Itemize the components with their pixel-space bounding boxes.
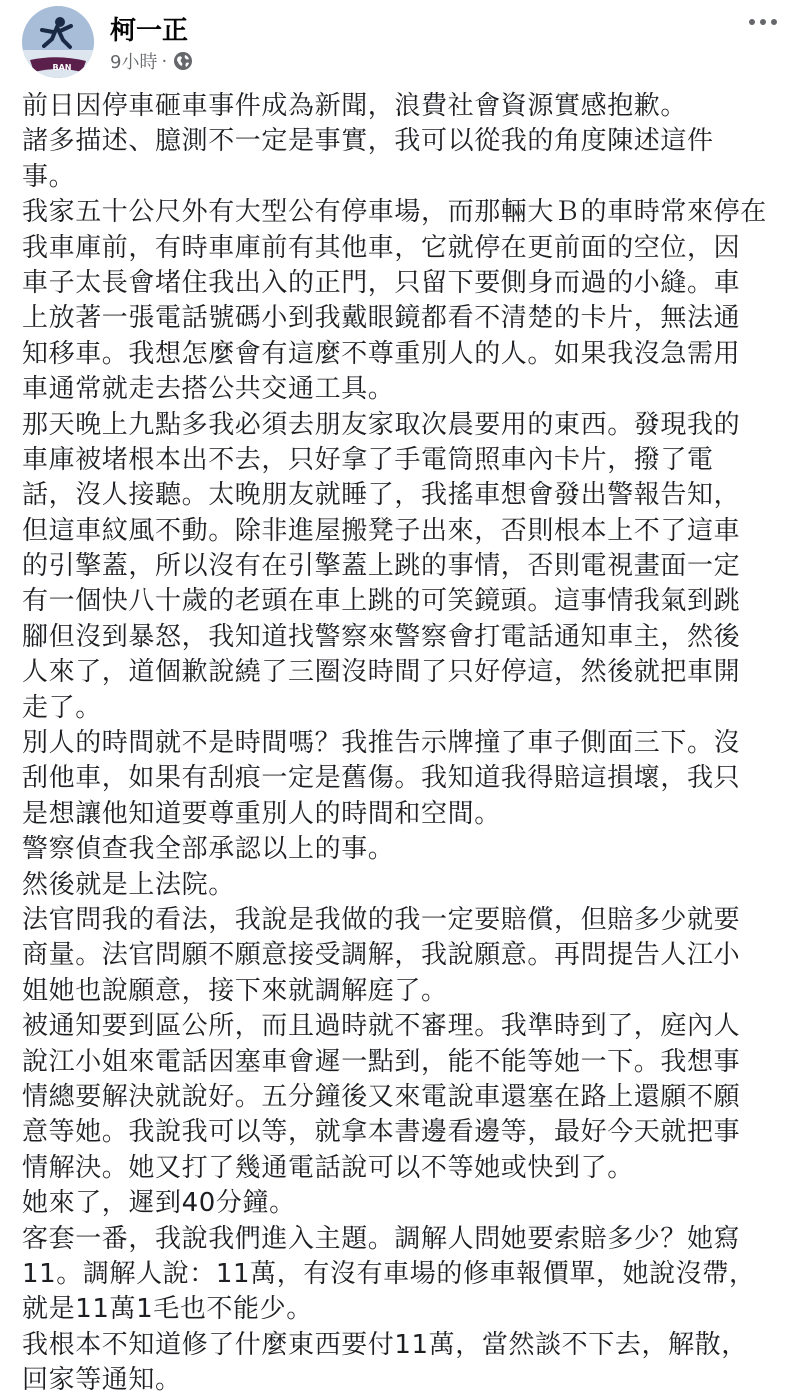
post-line: 刮他車，如果有刮痕一定是舊傷。我知道我得賠這損壞，我只	[22, 763, 741, 794]
avatar[interactable]	[22, 6, 94, 78]
post-line: 車庫被堵根本出不去，只好拿了手電筒照車內卡片，撥了電	[22, 444, 714, 475]
globe-icon[interactable]	[173, 51, 193, 71]
post-line: 腳但沒到暴怒，我知道找警察來警察會打電話通知車主，然後	[22, 621, 741, 652]
post-line: 的引擎蓋，所以沒有在引擎蓋上跳的事情，否則電視畫面一定	[22, 551, 741, 582]
post-line: 別人的時間就不是時間嗎？我推告示牌撞了車子側面三下。沒	[22, 728, 741, 759]
post-line: 車子太長會堵住我出入的正門，只留下要側身而過的小縫。車	[22, 267, 741, 298]
post-line: 人來了，道個歉說繞了三圈沒時間了只好停這，然後就把車開	[22, 657, 741, 688]
more-dot	[760, 19, 766, 25]
more-options-icon[interactable]	[746, 10, 780, 34]
post-line: 商量。法官問願不願意接受調解，我說願意。再問提告人江小	[22, 940, 741, 971]
post-line: 我根本不知道修了什麼東西要付11萬，當然談不下去，解散，	[22, 1329, 748, 1360]
post-line: 有一個快八十歲的老頭在車上跳的可笑鏡頭。這事情我氣到跳	[22, 586, 741, 617]
post-line: 情解決。她又打了幾通電話說可以不等她或快到了。	[22, 1152, 634, 1183]
post-line: 客套一番，我說我們進入主題。調解人問她要索賠多少？她寫	[22, 1223, 741, 1254]
more-dot	[771, 19, 777, 25]
post-line: 車通常就走去搭公共交通工具。	[22, 374, 395, 405]
post-meta	[110, 48, 193, 74]
post-header	[0, 0, 800, 84]
post-line: 說江小姐來電話因塞車會遲一點到，能不能等她一下。我想事	[22, 1046, 741, 1077]
post-timestamp[interactable]: 9小時	[110, 52, 158, 73]
post-line: 情總要解決就說好。五分鐘後又來電說車還塞在路上還願不願	[22, 1081, 741, 1112]
post-line: 諸多描述、臆測不一定是事實，我可以從我的角度陳述這件	[22, 126, 714, 157]
post-line: 法官問我的看法，我說是我做的我一定要賠償，但賠多少就要	[22, 904, 741, 935]
post-line: 意等她。我說我可以等，就拿本書邊看邊等，最好今天就把事	[22, 1117, 741, 1148]
more-dot	[749, 19, 755, 25]
post-line: 走了。	[22, 692, 102, 723]
post-line: 知移車。我想怎麼會有這麼不尊重別人的人。如果我沒急需用	[22, 338, 741, 369]
post-line: 警察偵查我全部承認以上的事。	[22, 834, 395, 865]
post-line: 上放著一張電話號碼小到我戴眼鏡都看不清楚的卡片，無法通	[22, 303, 741, 334]
post-line: 事。	[22, 161, 76, 192]
post-body	[22, 89, 782, 1398]
post-line: 但這車紋風不動。除非進屋搬凳子出來，否則根本上不了這車	[22, 515, 741, 546]
avatar-image	[22, 6, 94, 78]
post-line: 回家等通知。	[22, 1365, 182, 1396]
post-line: 是想讓他知道要尊重別人的時間和空間。	[22, 798, 501, 829]
post-line: 那天晚上九點多我必須去朋友家取次晨要用的東西。發現我的	[22, 409, 741, 440]
post-line: 她來了，遲到40分鐘。	[22, 1188, 296, 1219]
post-line: 就是11萬1毛也不能少。	[22, 1294, 313, 1325]
post-line: 姐她也說願意，接下來就調解庭了。	[22, 975, 448, 1006]
post-line: 我家五十公尺外有大型公有停車場，而那輛大Ｂ的車時常來停在	[22, 197, 767, 228]
post-line: 被通知要到區公所，而且過時就不審理。我準時到了，庭內人	[22, 1011, 741, 1042]
meta-separator: ·	[161, 50, 168, 72]
post-line: 11。調解人說：11萬，有沒有車場的修車報價單，她說沒帶，	[22, 1258, 756, 1289]
post-line: 前日因停車砸車事件成為新聞，浪費社會資源實感抱歉。	[22, 91, 688, 121]
post-line: 然後就是上法院。	[22, 869, 235, 900]
avatar-text: BAN	[52, 63, 72, 72]
post-line: 話，沒人接聽。太晚朋友就睡了，我搖車想會發出警報告知，	[22, 480, 741, 511]
author-name[interactable]: 柯一正	[110, 16, 189, 46]
post-line: 我車庫前，有時車庫前有其他車，它就停在更前面的空位，因	[22, 232, 741, 263]
